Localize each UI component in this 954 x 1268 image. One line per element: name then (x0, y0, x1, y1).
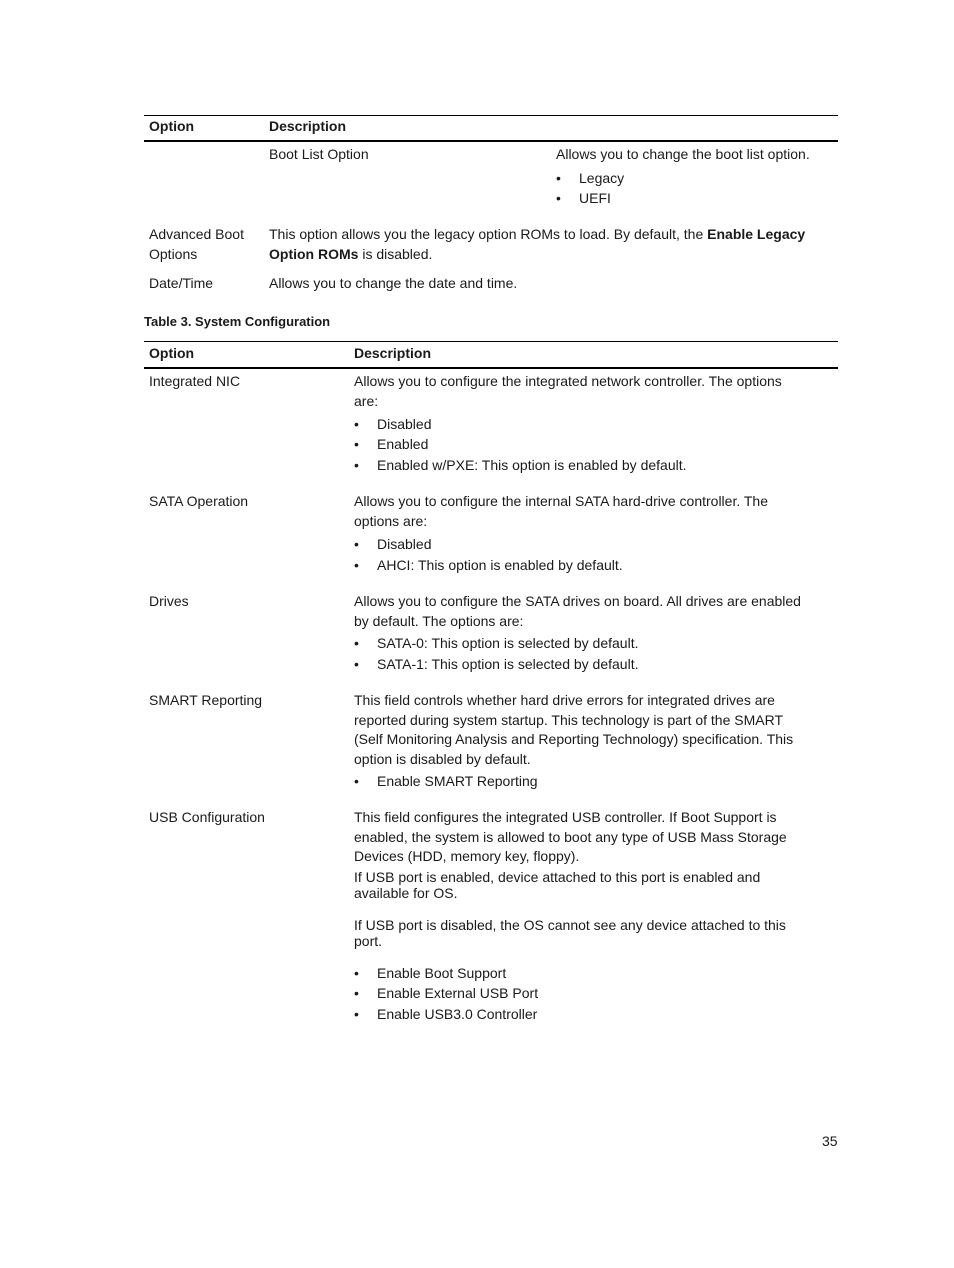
datetime-description: Allows you to change the date and time. (269, 275, 518, 291)
nic-description: Allows you to configure the integrated network controller. The options are: (354, 373, 782, 409)
table-top-rule (144, 115, 838, 116)
usb-option: USB Configuration (149, 809, 265, 825)
table-sys-header-description: Description (354, 345, 432, 361)
bullet-icon: • (354, 457, 359, 473)
bullet-icon: • (556, 190, 561, 206)
list-item: Enable SMART Reporting (377, 773, 538, 789)
smart-option: SMART Reporting (149, 692, 263, 708)
advanced-boot-description: This option allows you the legacy option ROMs to load. By default, the Enable Legacy Option ROMs is disabled. (269, 226, 806, 262)
bullet-icon: • (354, 536, 359, 552)
list-item: AHCI: This option is enabled by default. (377, 557, 623, 573)
bullet-icon: • (354, 436, 359, 452)
table-caption: Table 3. System Configuration (144, 314, 331, 329)
sata-description: Allows you to configure the internal SATA hard-drive controller. The options are: (354, 493, 768, 529)
advanced-boot-option: Advanced Boot Options (149, 226, 244, 262)
bullet-icon: • (354, 635, 359, 651)
list-item: SATA-0: This option is selected by default. (377, 635, 639, 651)
bullet-icon: • (354, 965, 359, 981)
list-item: Enabled w/PXE: This option is enabled by default. (377, 457, 687, 473)
list-item: Enabled (377, 436, 429, 452)
bullet-icon: • (354, 416, 359, 432)
table-top-header-option: Option (149, 118, 195, 134)
table-sys-header-rule (144, 367, 838, 369)
boot-list-label: Boot List Option (269, 146, 369, 162)
list-item: Enable USB3.0 Controller (377, 1006, 538, 1022)
bullet-icon: • (556, 170, 561, 186)
drives-option: Drives (149, 593, 189, 609)
nic-option: Integrated NIC (149, 373, 241, 389)
bullet-icon: • (354, 557, 359, 573)
bullet-icon: • (354, 1006, 359, 1022)
sata-option: SATA Operation (149, 493, 249, 509)
datetime-option: Date/Time (149, 275, 214, 291)
list-item: Enable Boot Support (377, 965, 507, 981)
list-item: Legacy (579, 170, 625, 186)
usb-description: This field configures the integrated USB controller. If Boot Support is enabled, the system is allowed to boot any type of USB Mass Storage Devices (HDD, memory key, floppy). (354, 809, 787, 864)
usb-description-disabled: If USB port is disabled, the OS cannot see any device attached to this port. (354, 917, 786, 949)
boot-list-text: Allows you to change the boot list option. (556, 146, 810, 162)
list-item: Disabled (377, 536, 432, 552)
table-sys-rule (144, 341, 838, 342)
bullet-icon: • (354, 656, 359, 672)
smart-description: This field controls whether hard drive errors for integrated drives are reported during system startup. This technology is part of the SMART (Self Monitoring Analysis and Reporting Technology) specification. This option is disabled by default. (354, 692, 794, 767)
list-item: Disabled (377, 416, 432, 432)
table-top-header-description: Description (269, 118, 347, 134)
list-item: UEFI (579, 190, 611, 206)
bullet-icon: • (354, 773, 359, 789)
bullet-icon: • (354, 985, 359, 1001)
drives-description: Allows you to configure the SATA drives on board. All drives are enabled by default. The options are: (354, 593, 801, 629)
page-number: 35 (822, 1133, 838, 1149)
usb-description-enabled: If USB port is enabled, device attached to this port is enabled and available for OS. (354, 869, 761, 901)
list-item: Enable External USB Port (377, 985, 539, 1001)
table-top-header-rule (144, 140, 838, 142)
table-sys-header-option: Option (149, 345, 195, 361)
list-item: SATA-1: This option is selected by default. (377, 656, 639, 672)
